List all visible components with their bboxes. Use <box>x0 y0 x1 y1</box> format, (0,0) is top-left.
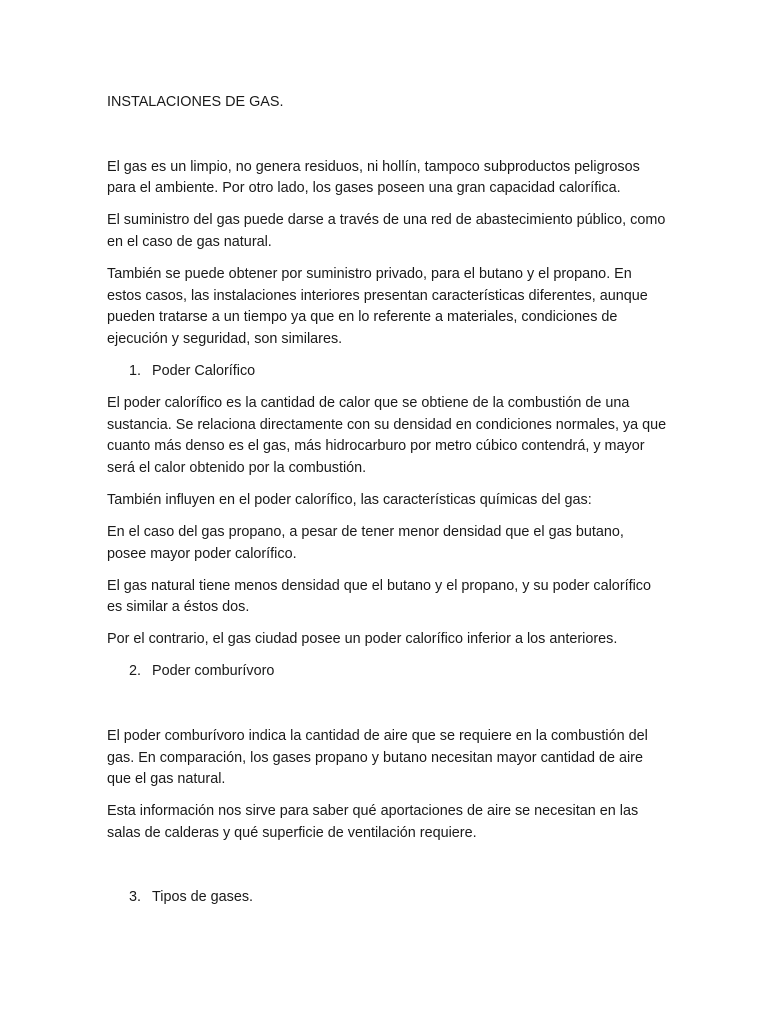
section-heading-tipos-de-gases <box>107 887 667 909</box>
section-heading-text: Tipos de gases. <box>152 889 254 906</box>
section-heading-text: Poder comburívoro <box>152 663 275 680</box>
document-body <box>107 92 667 920</box>
list-number: 1. <box>129 362 142 379</box>
paragraph: El gas natural tiene menos densidad que el butano y el propano, y su poder calorífico es similar a éstos dos. <box>107 577 651 616</box>
paragraph: El gas es un limpio, no genera residuos, ni hollín, tampoco subproductos peligrosos para el ambiente. Por otro lado, los gases poseen una gran capacidad calorífica. <box>107 158 640 197</box>
paragraph: Por el contrario, el gas ciudad posee un poder calorífico inferior a los anteriores. <box>107 631 618 648</box>
list-number: 2. <box>129 663 142 680</box>
paragraph: El poder calorífico es la cantidad de calor que se obtiene de la combustión de una sustancia. Se relaciona directamente con su densidad en condiciones normales, ya que cuanto más denso es el gas, más hidrocarburo por metro cúbico contendrá, y mayor será el calor obtenido por la combustión. <box>107 394 667 476</box>
section-heading-text: Poder Calorífico <box>152 362 256 379</box>
section-heading-poder-calorifico <box>107 361 667 383</box>
section-heading-poder-comburivoro <box>107 661 667 683</box>
list-number: 3. <box>129 889 142 906</box>
paragraph: También se puede obtener por suministro privado, para el butano y el propano. En estos casos, las instalaciones interiores presentan características diferentes, aunque pueden tratarse a un tiempo ya que en lo referente a materiales, condiciones de ejecución y seguridad, son similares. <box>107 265 648 347</box>
document-title: INSTALACIONES DE GAS. <box>107 94 284 110</box>
paragraph: También influyen en el poder calorífico, las características químicas del gas: <box>107 491 592 508</box>
paragraph: El suministro del gas puede darse a través de una red de abastecimiento público, como en el caso de gas natural. <box>107 212 666 250</box>
paragraph: El poder comburívoro indica la cantidad de aire que se requiere en la combustión del gas. En comparación, los gases propano y butano necesitan mayor cantidad de aire que el gas natural. <box>107 727 648 788</box>
paragraph: En el caso del gas propano, a pesar de tener menor densidad que el gas butano, posee mayor poder calorífico. <box>107 523 624 562</box>
paragraph: Esta información nos sirve para saber qué aportaciones de aire se necesitan en las salas de calderas y qué superficie de ventilación requiere. <box>107 803 639 841</box>
